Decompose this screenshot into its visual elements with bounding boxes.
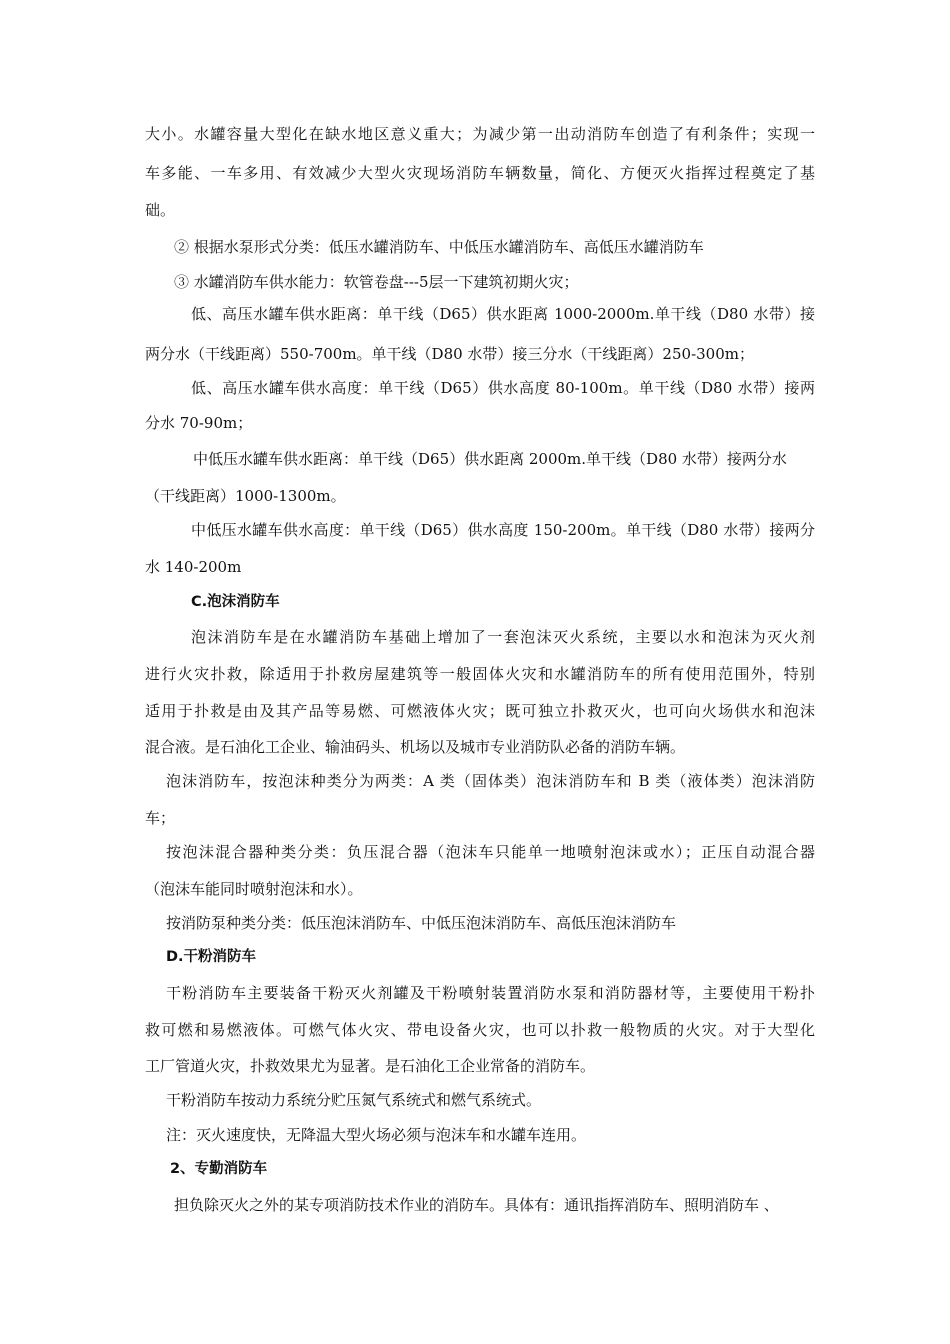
text-line: 工厂管道火灾，扑救效果尤为显著。是石油化工企业常备的消防车。 [145, 1057, 596, 1075]
text-line: 干粉消防车主要装备干粉灭火剂罐及干粉喷射装置消防水泵和消防器材等，主要使用干粉扑 [166, 984, 815, 1002]
text-line: 干粉消防车按动力系统分贮压氮气系统式和燃气系统式。 [166, 1091, 542, 1109]
text-line: 础。 [145, 201, 176, 219]
text-line: 适用于扑救是由及其产品等易燃、可燃液体火灾；既可独立扑救灭火，也可向火场供水和泡沫 [145, 702, 815, 720]
text-line: 救可燃和易燃液体。可燃气体火灾、带电设备火灾，也可以扑救一般物质的火灾。对于大型化 [145, 1021, 815, 1039]
text-line: 低、高压水罐车供水距离：单干线（D65）供水距离 1000-2000m.单干线（D80 水带）接 [191, 305, 815, 323]
section-heading: D.干粉消防车 [166, 949, 257, 965]
text-line: 大小。水罐容量大型化在缺水地区意义重大；为减少第一出动消防车创造了有利条件；实现一 [145, 125, 815, 143]
text-line: 低、高压水罐车供水高度：单干线（D65）供水高度 80-100m。单干线（D80 水带）接两 [191, 379, 815, 397]
text-line: 泡沫消防车，按泡沫种类分为两类：A 类（固体类）泡沫消防车和 B 类（液体类）泡沫消防 [166, 772, 815, 790]
text-line: （干线距离）1000-1300m。 [145, 487, 346, 505]
text-line: 车多能、一车多用、有效减少大型火灾现场消防车辆数量，简化、方便灭火指挥过程奠定了基 [145, 164, 815, 182]
text-line: 混合液。是石油化工企业、输油码头、机场以及城市专业消防队必备的消防车辆。 [145, 738, 686, 756]
text-line: 按泡沫混合器种类分类：负压混合器（泡沫车只能单一地喷射泡沫或水）；正压自动混合器 [166, 843, 815, 861]
text-line: （泡沫车能同时喷射泡沫和水）。 [145, 880, 363, 898]
text-line: 进行火灾扑救，除适用于扑救房屋建筑等一般固体火灾和水罐消防车的所有使用范围外，特别 [145, 665, 815, 683]
text-line: 分水 70-90m； [145, 414, 253, 432]
text-line: 中低压水罐车供水高度：单干线（D65）供水高度 150-200m。单干线（D80 水带）接两分 [191, 521, 815, 539]
text-line: 按消防泵种类分类：低压泡沫消防车、中低压泡沫消防车、高低压泡沫消防车 [166, 914, 677, 932]
text-line: 中低压水罐车供水距离：单干线（D65）供水距离 2000m.单干线（D80 水带）接两分水 [193, 450, 787, 468]
text-line: 担负除灭火之外的某专项消防技术作业的消防车。具体有：通讯指挥消防车、照明消防车 、 [174, 1196, 779, 1214]
list-item: ③ 水罐消防车供水能力：软管卷盘---5层一下建筑初期火灾； [174, 273, 579, 291]
text-line: 两分水（干线距离）550-700m。单干线（D80 水带）接三分水（干线距离）250-300m； [145, 345, 754, 363]
list-item: ② 根据水泵形式分类：低压水罐消防车、中低压水罐消防车、高低压水罐消防车 [174, 238, 704, 256]
text-line: 车； [145, 809, 176, 827]
text-line: 水 140-200m [145, 558, 242, 576]
text-line: 泡沫消防车是在水罐消防车基础上增加了一套泡沫灭火系统，主要以水和泡沫为灭火剂 [191, 628, 815, 646]
section-heading: 2、专勤消防车 [170, 1161, 268, 1177]
text-line: 注：灭火速度快，无降温大型火场必须与泡沫车和水罐车连用。 [166, 1126, 587, 1144]
section-heading: C.泡沫消防车 [191, 594, 280, 610]
